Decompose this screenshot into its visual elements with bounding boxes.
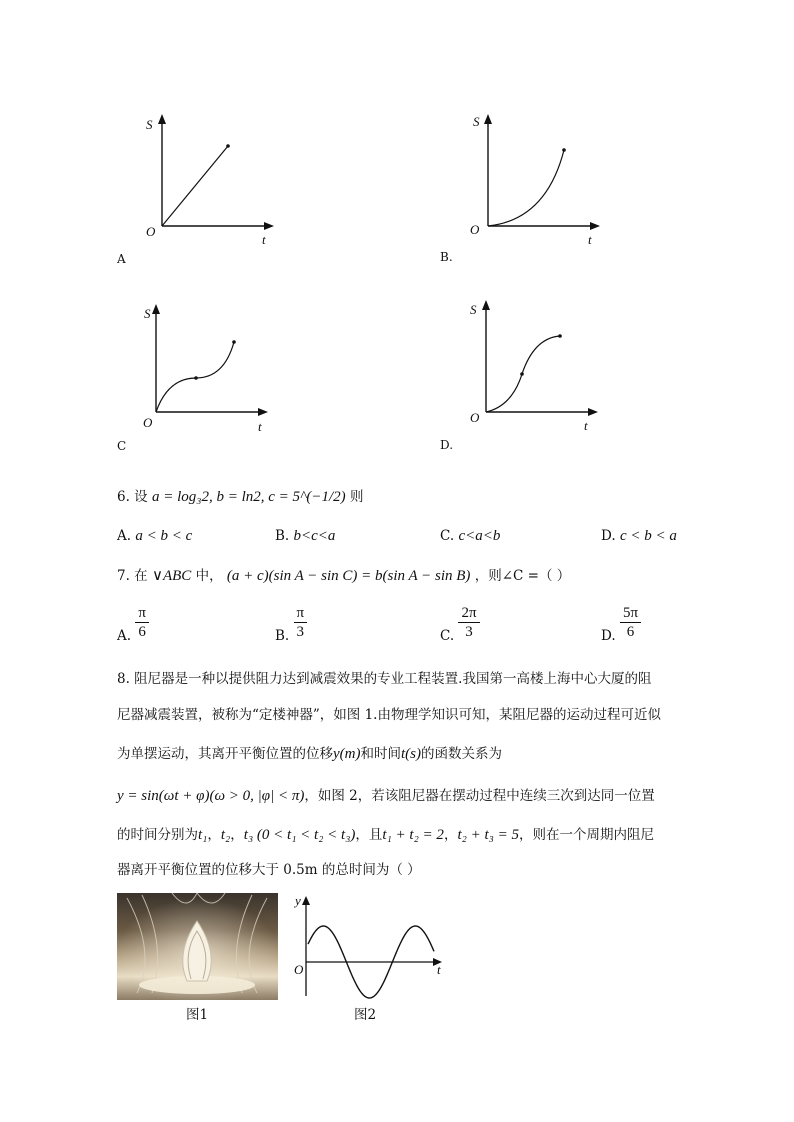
- graph-c-origin: O: [143, 415, 153, 430]
- q6-option-a-text: a < b < c: [135, 528, 193, 544]
- graph-c-s-label: S: [144, 306, 151, 321]
- q7-option-b-num: π: [294, 604, 308, 623]
- q7-triangle: ∨ABC: [151, 568, 192, 584]
- q8-line-5: 的时间分别为t₁，t₂，t₃ (0 < t₁ < t₂ < t₃)，且t₁ + t₂ = 2，t₂ + t₃ = 5，则在一个周期内阻尼: [117, 827, 654, 843]
- option-d-label: D.: [440, 438, 454, 452]
- q7-option-c-fraction: [458, 604, 479, 641]
- q8-line-3b: 和时间: [360, 746, 401, 762]
- q7-option-c-num: 2π: [458, 604, 479, 623]
- q6-then: 则: [349, 489, 364, 505]
- q7-option-d-fraction: [620, 604, 641, 641]
- q6-option-d-text: c < b < a: [619, 528, 677, 544]
- q7-option-c[interactable]: [440, 604, 480, 645]
- question-6: [117, 488, 363, 506]
- q7-option-d-letter: D.: [601, 628, 616, 644]
- damper-photo-art: [117, 893, 278, 1000]
- q7-option-a-fraction: [135, 604, 149, 641]
- q8-line-3: [117, 745, 502, 763]
- q7-ask: ，则∠C =（ ）: [474, 568, 571, 584]
- q6-option-c-text: c<a<b: [458, 528, 501, 544]
- graph-c: [134, 300, 274, 420]
- q6-option-b[interactable]: [275, 527, 335, 545]
- q8-eq1: t₁ + t₂ = 2: [382, 827, 444, 843]
- q6-expression: a = log₃2, b = ln2, c = 5^(−1/2): [151, 489, 346, 505]
- q7-option-b[interactable]: [275, 604, 307, 645]
- q8-line-6: 器离开平衡位置的位移大于 0.5m 的总时间为（ ）: [117, 862, 421, 878]
- q8-line-5c: ，则在一个周期内阻尼: [518, 827, 654, 843]
- graph-a-t-label: t: [262, 232, 266, 247]
- graph-b-s-label: S: [473, 114, 480, 129]
- q8-line-3a: 为单摆运动，其离开平衡位置的位移: [117, 746, 333, 762]
- question-7: [117, 567, 570, 585]
- q7-option-b-den: 3: [296, 624, 305, 640]
- q7-option-d-den: 6: [626, 624, 635, 640]
- damper-photo: [117, 893, 278, 1000]
- figure-1-caption: 图1: [186, 1007, 209, 1023]
- figure-2-y-label: y: [295, 893, 301, 908]
- q7-option-d-num: 5π: [620, 604, 641, 623]
- q8-line-1: 8. 阻尼器是一种以提供阻力达到减震效果的专业工程装置.我国第一高楼上海中心大厦的阻: [117, 671, 652, 687]
- q6-option-c-letter: C.: [440, 528, 455, 544]
- graph-d: [464, 296, 604, 420]
- graph-d-s-label: S: [470, 302, 477, 317]
- q6-option-a-letter: A.: [117, 528, 132, 544]
- graph-c-t-label: t: [258, 419, 262, 434]
- graph-b-origin: O: [470, 222, 480, 237]
- option-a-label: A: [117, 252, 126, 266]
- q7-option-b-letter: B.: [275, 628, 290, 644]
- q8-line-3c: 的函数关系为: [420, 746, 502, 762]
- option-b-label: B.: [440, 250, 453, 264]
- q6-option-b-text: b<c<a: [293, 528, 336, 544]
- q8-t1: t₁: [198, 827, 208, 843]
- graph-d-origin: O: [470, 410, 480, 425]
- q6-number: 6. 设: [117, 489, 148, 505]
- q8-t3-condition: t₃ (0 < t₁ < t₂ < t₃): [243, 827, 356, 843]
- q6-option-a[interactable]: [117, 527, 192, 545]
- q7-middle: 中，: [195, 568, 223, 584]
- q8-line-5b: ，且: [355, 827, 383, 843]
- q7-option-a-letter: A.: [117, 628, 132, 644]
- q6-option-d[interactable]: [601, 527, 677, 545]
- q6-option-d-letter: D.: [601, 528, 616, 544]
- figure-2-t-label: t: [437, 962, 441, 977]
- q8-t2: t₂: [220, 827, 231, 843]
- q8-formula: y = sin(ωt + φ)(ω > 0, |φ| < π): [117, 788, 305, 804]
- q7-option-d[interactable]: [601, 604, 641, 645]
- q8-ts: t(s): [400, 746, 421, 762]
- q7-option-a-num: π: [135, 604, 149, 623]
- figure-2-sine-graph: [288, 892, 448, 1004]
- q7-number: 7. 在: [117, 568, 148, 584]
- q8-line-5a: 的时间分别为: [117, 827, 198, 843]
- graph-d-t-label: t: [584, 418, 588, 433]
- figure-2-origin: O: [294, 962, 304, 977]
- figure-2-caption: 图2: [354, 1007, 377, 1023]
- graph-b-t-label: t: [588, 232, 592, 247]
- q7-option-c-letter: C.: [440, 628, 455, 644]
- q7-option-a-den: 6: [138, 624, 146, 640]
- graph-b: [466, 110, 606, 245]
- q7-equation: (a + c)(sin A − sin C) = b(sin A − sin B): [226, 568, 471, 584]
- q8-ym: y(m): [333, 746, 361, 762]
- q8-line-4: [117, 787, 655, 805]
- q6-option-b-letter: B.: [275, 528, 290, 544]
- q8-line-4-text: ，如图 2，若该阻尼器在摆动过程中连续三次到达同一位置: [304, 788, 655, 804]
- graph-a: [140, 110, 280, 245]
- q7-option-c-den: 3: [465, 624, 473, 640]
- option-c-label: C: [117, 439, 127, 453]
- q7-option-b-fraction: [294, 604, 308, 641]
- graph-a-s-label: S: [146, 117, 153, 132]
- q8-line-2: 尼器减震装置，被称为“定楼神器”，如图 1.由物理学知识可知，某阻尼器的运动过程可近似: [117, 707, 661, 723]
- q7-option-a[interactable]: [117, 604, 149, 645]
- q6-option-c[interactable]: [440, 527, 500, 545]
- q8-eq2: t₂ + t₃ = 5: [457, 827, 519, 843]
- graph-a-origin: O: [146, 224, 156, 239]
